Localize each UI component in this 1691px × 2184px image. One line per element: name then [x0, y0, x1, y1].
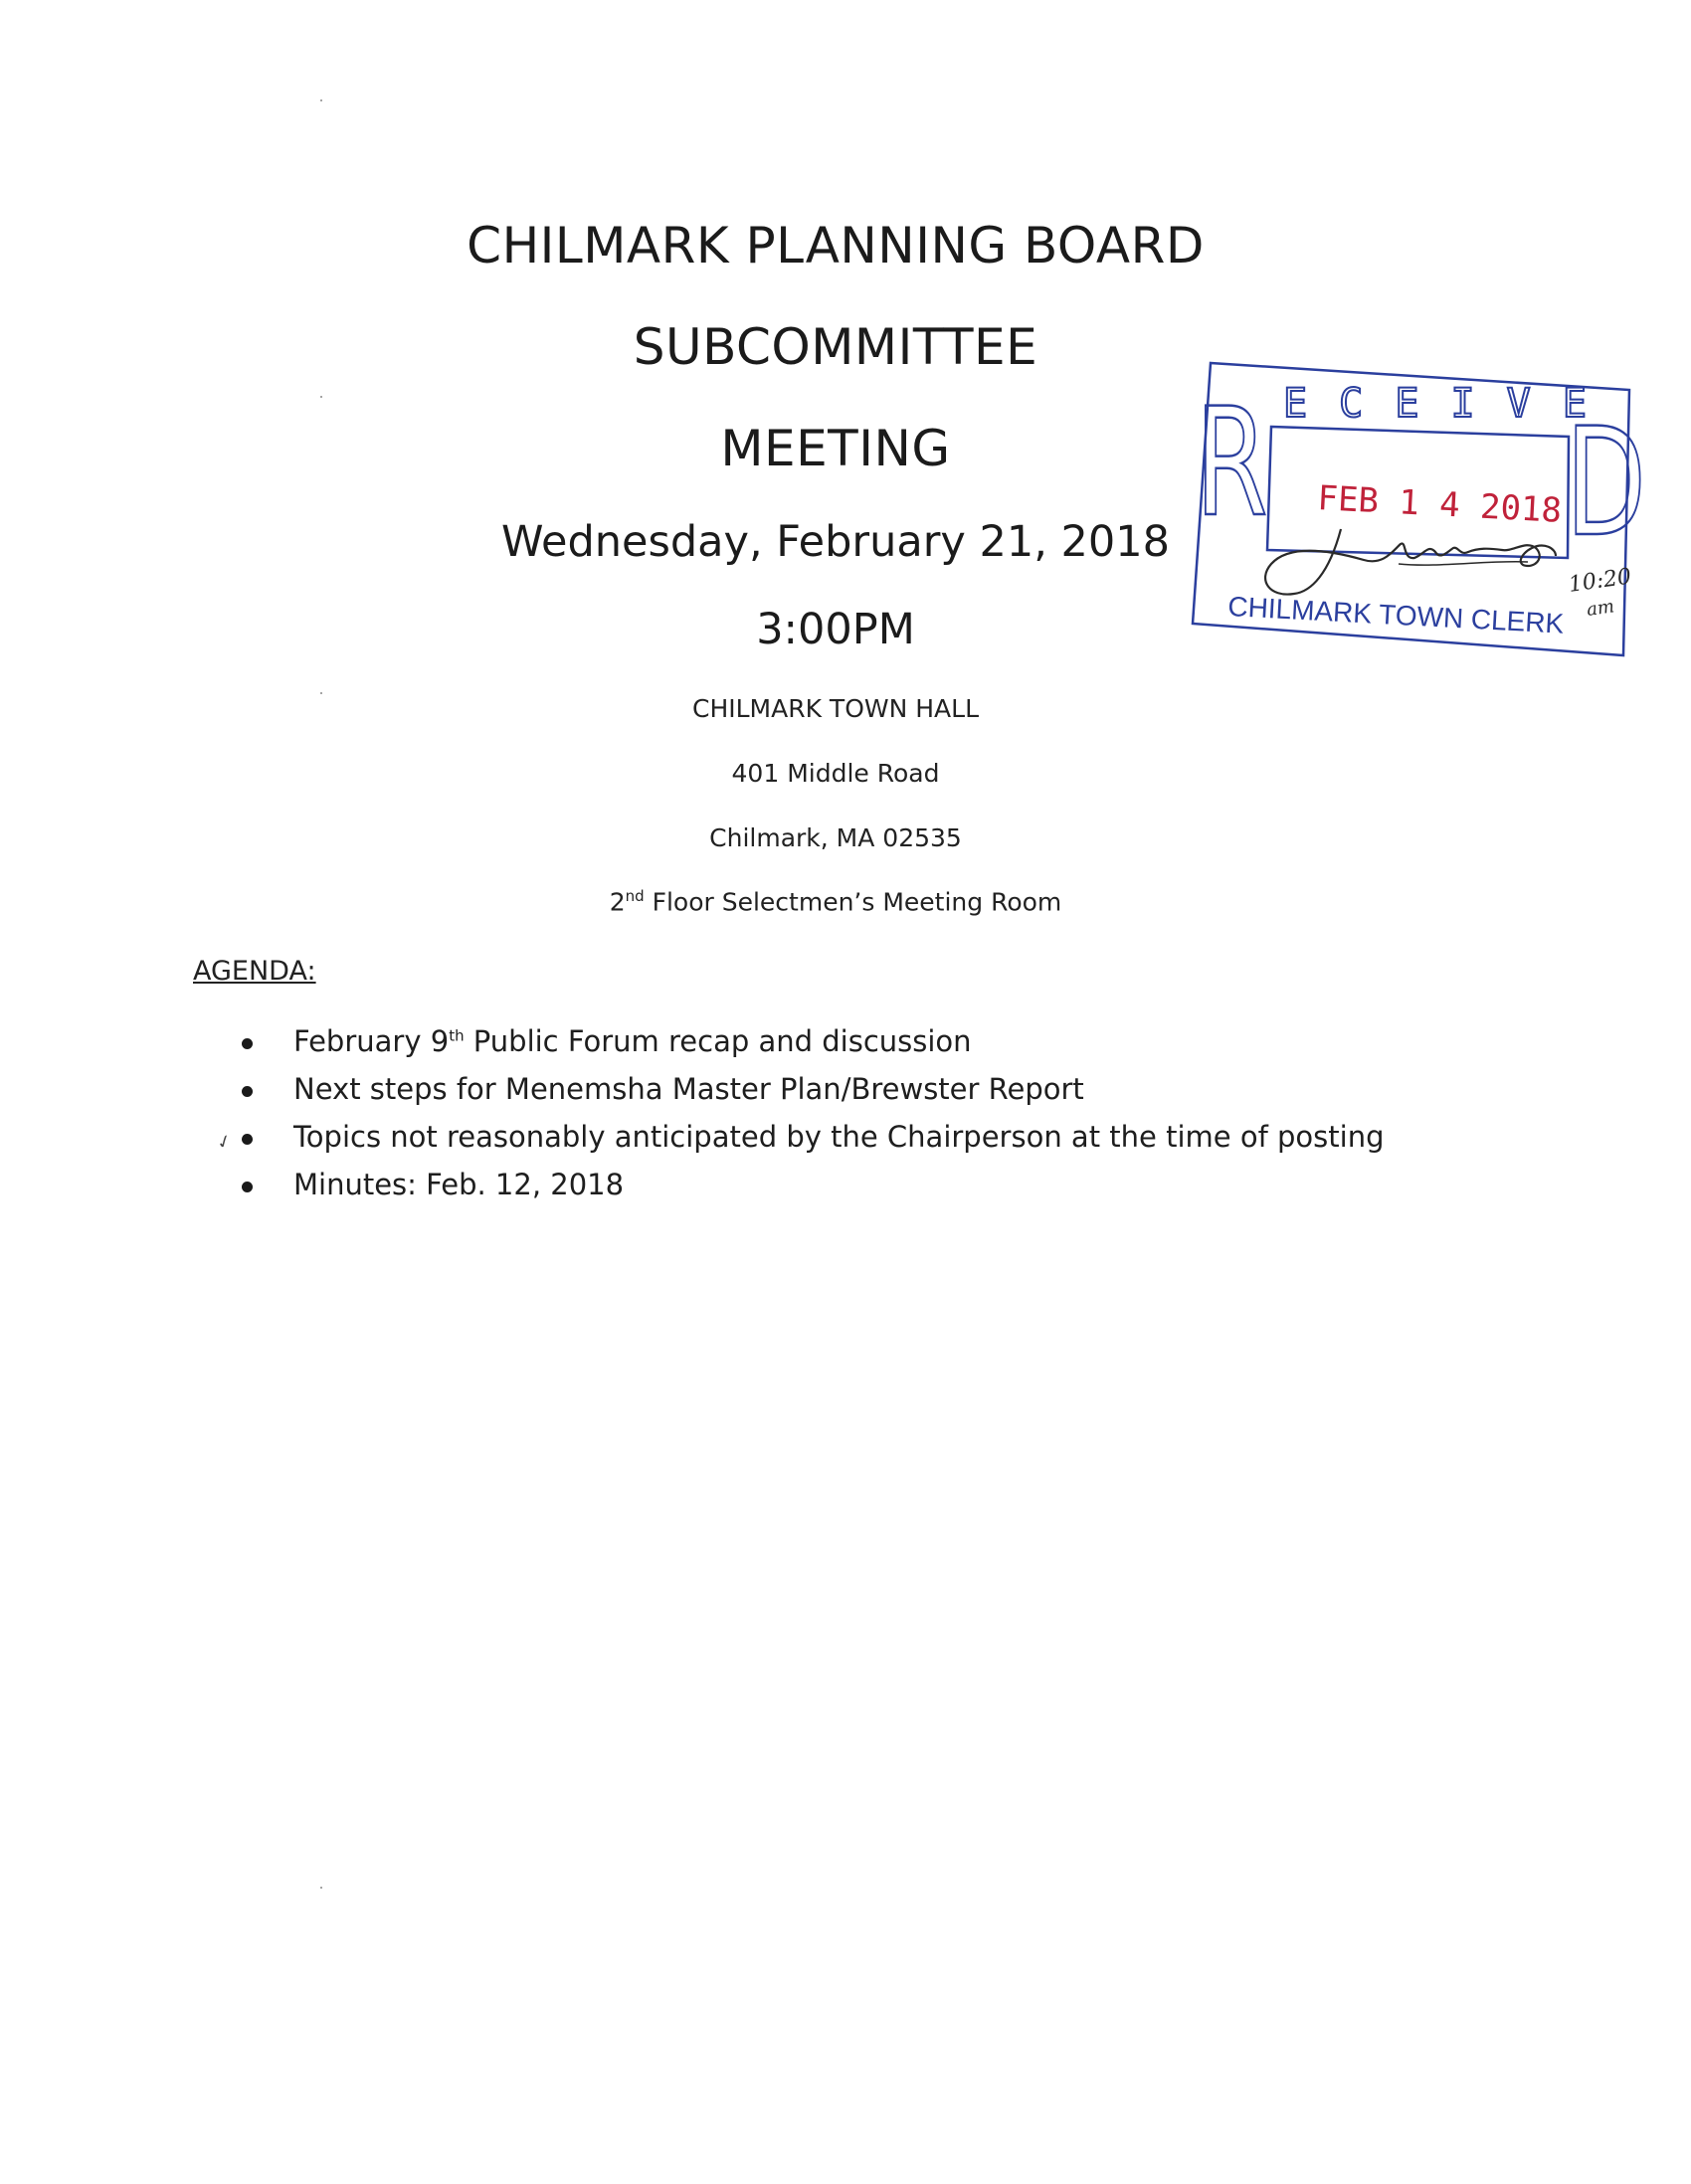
room-name: Floor Selectmen’s Meeting Room	[644, 887, 1062, 917]
scan-speck	[320, 396, 322, 398]
bullet-icon	[242, 1182, 253, 1192]
agenda-item-text-rest: Public Forum recap and discussion	[464, 1024, 972, 1058]
agenda-item	[0, 1168, 1492, 1207]
agenda-item	[0, 1024, 1492, 1064]
pen-mark-icon: ✓	[213, 1130, 235, 1155]
agenda-item-text: Minutes: Feb. 12, 2018	[293, 1168, 625, 1201]
scan-speck	[320, 99, 322, 101]
bullet-icon	[242, 1134, 253, 1145]
location-city: Chilmark, MA 02535	[709, 823, 962, 852]
stamp-date: FEB 1 4 2018	[1316, 478, 1563, 531]
room-floor-number: 2	[609, 887, 626, 917]
bullet-icon	[242, 1038, 253, 1049]
stamp-received-right: D	[1566, 395, 1646, 570]
agenda-item-text: Next steps for Menemsha Master Plan/Brewster Report	[293, 1072, 1084, 1106]
room-floor-suffix: nd	[625, 887, 645, 905]
received-stamp	[1190, 355, 1646, 655]
received-stamp-graphic	[1190, 355, 1646, 655]
stamp-received-left: R	[1195, 375, 1268, 550]
agenda-item-text-main: February 9	[293, 1024, 450, 1058]
bullet-icon	[242, 1086, 253, 1097]
agenda-item	[0, 1072, 1492, 1112]
location-street: 401 Middle Road	[731, 759, 940, 788]
meeting-date: Wednesday, February 21, 2018	[501, 517, 1170, 567]
title-line-3: MEETING	[720, 420, 951, 477]
handwritten-ampm: am	[1585, 596, 1616, 621]
signature-underline	[1399, 562, 1528, 565]
agenda-item-text	[293, 1024, 972, 1058]
agenda-item-text: Topics not reasonably anticipated by the Chairperson at the time of posting	[293, 1120, 1385, 1154]
agenda-item	[0, 1120, 1492, 1160]
meeting-time: 3:00PM	[756, 605, 915, 654]
stamp-received-letters: E C E I V E	[1283, 381, 1591, 427]
location-name: CHILMARK TOWN HALL	[691, 694, 979, 723]
title-line-1: CHILMARK PLANNING BOARD	[467, 217, 1205, 274]
handwritten-time: 10:20	[1567, 564, 1633, 598]
title-line-2: SUBCOMMITTEE	[633, 318, 1038, 376]
stamp-clerk: CHILMARK TOWN CLERK	[1226, 591, 1565, 639]
scan-speck	[320, 1887, 322, 1889]
location-room	[0, 887, 1671, 916]
agenda-item-text-sup: th	[449, 1026, 465, 1045]
agenda-heading: AGENDA:	[193, 956, 316, 987]
